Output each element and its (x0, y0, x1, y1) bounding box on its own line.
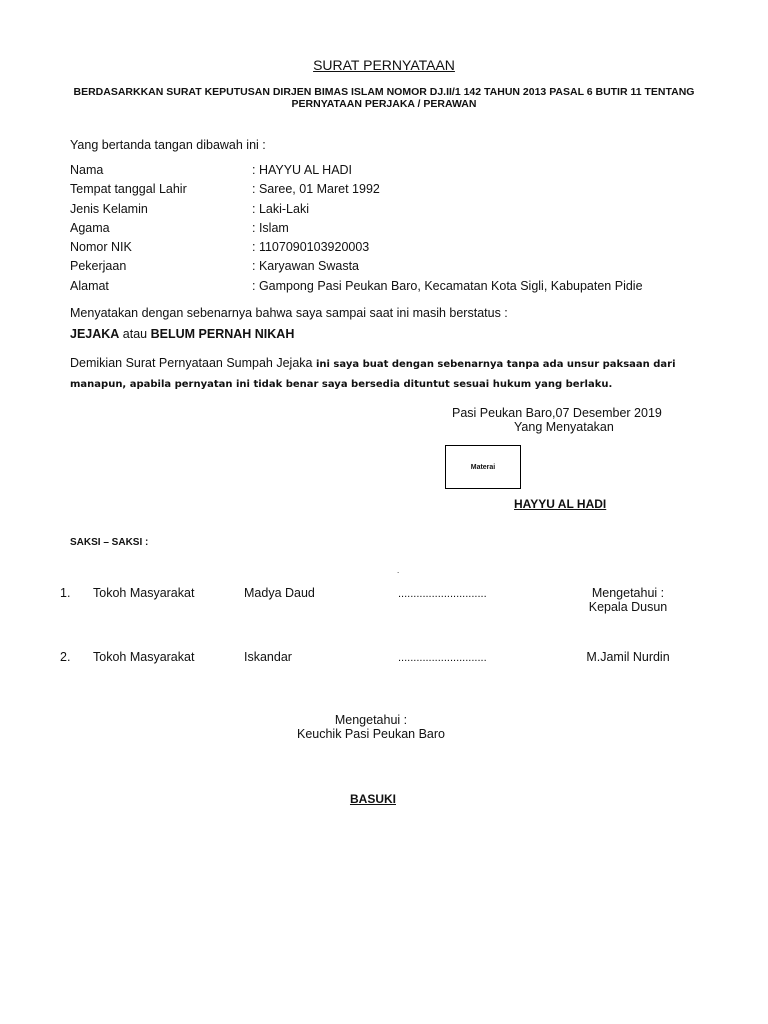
dot-mark: . (397, 566, 400, 575)
field-label-nama: Nama (70, 163, 104, 177)
field-label-alamat: Alamat (70, 279, 109, 293)
witness-1-signature-line: ............................. (398, 588, 487, 600)
closing-line-1 (70, 356, 676, 370)
document-subtitle: BERDASARKKAN SURAT KEPUTUSAN DIRJEN BIMAS ISLAM NOMOR DJ.II/1 142 TAHUN 2013 PASAL 6 BUTIR 11 TENTANG PERNYATAAN PERJAKA / PERAWAN (73, 86, 695, 110)
field-value-ttl: : Saree, 01 Maret 1992 (252, 182, 380, 196)
closing-line-2: manapun, apabila pernyatan ini tidak benar saya bersedia dituntut sesuai hukum yang berlaku. (70, 379, 613, 390)
field-label-jenis-kelamin: Jenis Kelamin (70, 202, 148, 216)
statement-text: Menyatakan dengan sebenarnya bahwa saya sampai saat ini masih berstatus : (70, 306, 508, 320)
witness-1-role: Tokoh Masyarakat (93, 586, 195, 600)
field-label-agama: Agama (70, 221, 110, 235)
witness-1-right-line-2: Kepala Dusun (588, 600, 668, 614)
witness-2-right-name: M.Jamil Nurdin (586, 650, 670, 664)
chief-approval-line-2: Keuchik Pasi Peukan Baro (296, 727, 445, 741)
chief-approval (0, 713, 742, 741)
field-value-nama: : HAYYU AL HADI (252, 163, 353, 177)
place-date: Pasi Peukan Baro,07 Desember 2019 (452, 406, 662, 420)
closing-line-1b: ini saya buat dengan sebenarnya tanpa ada unsur paksaan dari (315, 359, 676, 370)
field-label-pekerjaan: Pekerjaan (70, 259, 127, 273)
field-label-ttl: Tempat tanggal Lahir (70, 182, 187, 196)
signer-name: HAYYU AL HADI (514, 497, 607, 511)
field-value-alamat: : Gampong Pasi Peukan Baro, Kecamatan Kota Sigli, Kabupaten Pidie (252, 279, 643, 293)
intro-text: Yang bertanda tangan dibawah ini : (70, 138, 266, 152)
closing-line-1a: Demikian Surat Pernyataan Sumpah Jejaka (70, 356, 316, 370)
status-line (70, 327, 294, 341)
witness-2-signature-line: ............................. (398, 652, 487, 664)
materai-label: Materai (470, 464, 496, 471)
witness-2-role: Tokoh Masyarakat (93, 650, 195, 664)
witness-1-name: Madya Daud (244, 586, 315, 600)
status-belum-nikah: BELUM PERNAH NIKAH (150, 327, 295, 341)
witness-1-number: 1. (60, 586, 71, 600)
materai-stamp-box (445, 445, 521, 489)
field-label-nik: Nomor NIK (70, 240, 132, 254)
witness-1-right-line-1: Mengetahui : (591, 586, 665, 600)
field-value-jenis-kelamin: : Laki-Laki (252, 202, 309, 216)
document-title: SURAT PERNYATAAN (313, 57, 455, 73)
status-or: atau (119, 327, 151, 341)
witness-heading: SAKSI – SAKSI : (70, 537, 149, 548)
field-value-agama: : Islam (252, 221, 289, 235)
chief-name: BASUKI (349, 792, 396, 806)
chief-approval-line-1: Mengetahui : (334, 713, 408, 727)
field-value-pekerjaan: : Karyawan Swasta (252, 259, 359, 273)
witness-2-name: Iskandar (244, 650, 292, 664)
signer-role: Yang Menyatakan (514, 420, 614, 434)
field-value-nik: : 1107090103920003 (252, 240, 370, 254)
status-jejaka: JEJAKA (70, 327, 120, 341)
witness-2-number: 2. (60, 650, 71, 664)
